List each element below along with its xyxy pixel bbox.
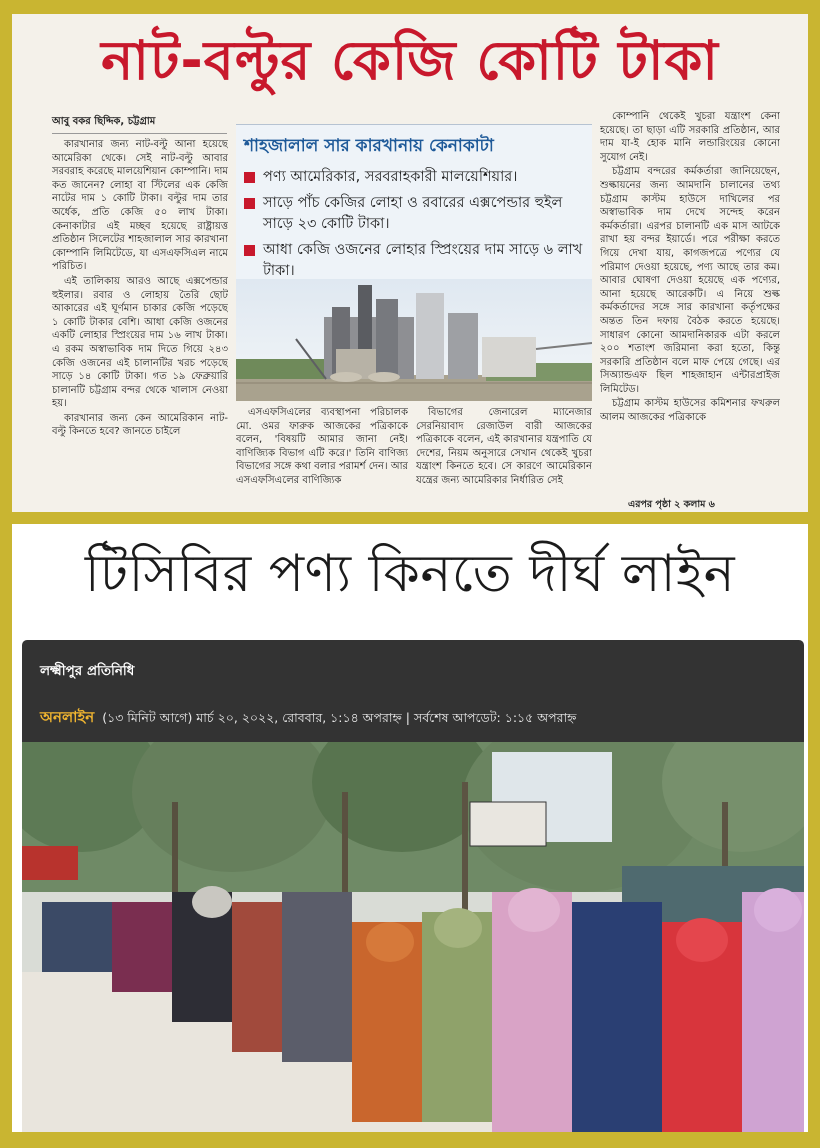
paragraph: এই তালিকায় আরও আছে এক্সপেন্ডার হুইলার। রবার ও লোহায় তৈরি ছোট আকারের এই ঘূর্ণমান চাকার কেজি পড়েছে ১ কোটি টাকার বেশি। আধা কেজি ওজনের একটি লোহার স্প্রিংয়ের দাম ১৬ লাখ টাকা। এ রকম অস্বাভাবিক দাম দিতে গিয়ে ২৪৩ কেজি ওজনের এই চালানটির খরচ পড়েছে সাড়ে ১৪ কোটি টাকা। গত ১৯ ফেব্রুয়ারি চালানটি চট্টগ্রাম বন্দর থেকে খালাস নেওয়া হয়। (52, 275, 228, 410)
paragraph: এসএফসিএলের ব্যবস্থাপনা পরিচালক মো. ওমর ফারুক আজকের পত্রিকাকে বলেন, 'বিষয়টি আমার জানা নেই। বাণিজ্যিক বিভাগ এটি করে।' তিনি বাণিজ্য বিভাগের সঙ্গে কথা বলার পরামর্শ দেন। আর এসএফসিএলের বাণিজ্যিক (236, 407, 408, 486)
bullet-square-icon (244, 172, 255, 183)
paragraph: বিভাগের জেনারেল ম্যানেজার সেরনিয়াবাদ রেজাউল বারী আজকের পত্রিকাকে বলেন, এই কারখানার যন্ত্রপাতি যে দেশের, নিয়ম অনুসারে সেখান থেকেই খুচরা যন্ত্রাংশ কিনতে হবে। সে কারণে আমেরিকান যন্ত্রের জন্য আমেরিকার নির্ধারিত সেই (416, 407, 592, 486)
bullet-square-icon (244, 198, 255, 209)
article-column-3 (416, 406, 592, 512)
paragraph: কোম্পানি থেকেই খুচরা যন্ত্রাংশ কেনা হয়েছে। তা ছাড়া এটি সরকারি প্রতিষ্ঠান, আর দাম যা-ই হোক মানি লন্ডারিংয়ের কোনো সুযোগ নেই। (600, 111, 780, 163)
online-label: অনলাইন (40, 708, 95, 726)
paragraph: চট্টগ্রাম কাস্টম হাউসের কমিশনার ফখরুল আলম আজকের পত্রিকাকে (600, 398, 780, 424)
article-column-1 (52, 138, 228, 512)
bullet-item: সাড়ে পাঁচ কেজির লোহা ও রবারের এক্সপেন্ডার হুইল সাড়ে ২৩ কোটি টাকা। (244, 193, 586, 235)
highlight-box (236, 124, 592, 400)
publish-time: (১৩ মিনিট আগে) মার্চ ২০, ২০২২, রোববার, ১:১৪ অপরাহ্ন | সর্বশেষ আপডেট: ১:১৫ অপরাহ্ন (102, 710, 577, 725)
news-meta-card (22, 640, 804, 742)
news-headline: টিসিবির পণ্য কিনতে দীর্ঘ লাইন (84, 544, 736, 604)
clipping-headline: নাট-বল্টুর কেজি কোটি টাকা (101, 29, 719, 92)
continued-note: এরপর পৃষ্ঠা ২ কলাম ৬ (628, 499, 715, 510)
queue-photo (22, 742, 804, 1132)
paragraph: চট্টগ্রাম বন্দরের কর্মকর্তারা জানিয়েছেন, শুল্কায়নের জন্য আমদানি চালানের তথ্য চট্টগ্রাম কাস্টম হাউসে দাখিলের পর অস্বাভাবিক দাম দেখে সন্দেহ করেন কর্মকর্তারা। এরপর চালানটি এক মাস আটকে রাখা হয় বন্দর ইয়ার্ডে। পরে পরীক্ষা করতে গিয়ে দেখা যায়, কাগজপত্রে পণ্যের যে পরিমাণ দেওয়া হয়েছে, পণ্য আছে তার কম। আবার ঘোষণা দেওয়া হয়েছে এক পণ্যের, আনা হয়েছে আরেকটি। এ নিয়ে শুল্ক কর্মকর্তাদের সঙ্গে সার কারখানা কর্তৃপক্ষের অন্তত তিন দফায় বৈঠক করতে হয়েছে। সাধারণ কোনো আমদানিকারক এটা করলে ২০০ শতাংশ জরিমানা করা হতো, কিন্তু সরকারি প্রতিষ্ঠান বলে মাফ পেয়ে গেছে। এর সিঅ্যান্ডএফ ছিল শাহজাহান এন্টারপ্রাইজ লিমিটেড। (600, 166, 780, 395)
news-panel (12, 524, 808, 1132)
byline: আবু বকর ছিদ্দিক, চট্টগ্রাম (52, 116, 156, 127)
factory-photo (236, 279, 592, 401)
reporter-name: লক্ষ্মীপুর প্রতিনিধি (40, 663, 135, 679)
bullet-square-icon (244, 245, 255, 256)
bullet-item: আধা কেজি ওজনের লোহার স্প্রিংয়ের দাম সাড়ে ৬ লাখ টাকা। (244, 240, 586, 282)
article-column-2 (236, 406, 408, 512)
highlight-title: শাহজালাল সার কারখানায় কেনাকাটা (244, 136, 494, 156)
article-column-4 (600, 110, 780, 510)
bullet-item: পণ্য আমেরিকার, সরবরাহকারী মালয়েশিয়ার। (244, 167, 586, 188)
highlight-bullets (244, 167, 586, 287)
paragraph: কারখানার জন্য নাট-বল্টু আনা হয়েছে আমেরিকা থেকে। সেই নাট-বল্টু আবার সরবরাহ করেছে মালয়েশিয়ান কোম্পানি। দাম কত জানেন? লোহা বা স্টিলের এক কেজি নাটের দাম ১ কোটি টাকা। বল্টুর দাম তার অর্ধেক, প্রতি কেজি ৫০ লাখ টাকা। কেনাকাটার এই মচ্ছব হয়েছে রাষ্ট্রায়ত্ত প্রতিষ্ঠান সিলেটের শাহজালাল সার কারখানা কোম্পানি লিমিটেডে, যা এসএফসিএল নামে পরিচিত। (52, 139, 228, 273)
newspaper-clipping (12, 14, 808, 512)
paragraph: কারখানার জন্য কেন আমেরিকান নাট-বল্টু কিনতে হবে? জানতে চাইলে (52, 412, 228, 438)
column-rule (52, 133, 227, 134)
publish-meta (40, 706, 576, 731)
